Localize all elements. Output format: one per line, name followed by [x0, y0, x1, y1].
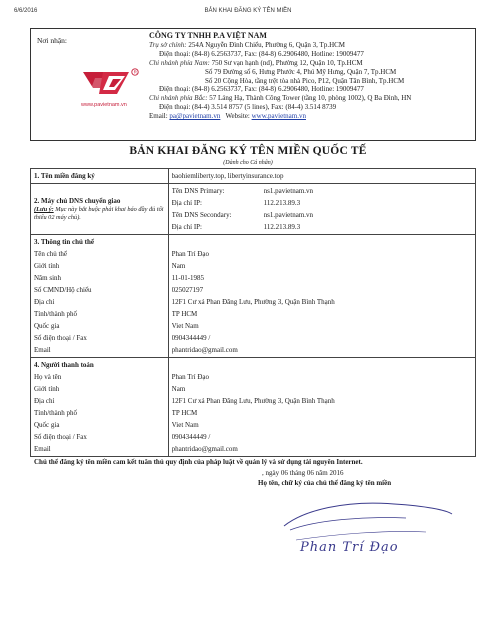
dns-ip1-label: Địa chỉ IP: [171, 199, 202, 207]
signature-name: Phan Trí Đạo [300, 540, 399, 555]
signature-label: Họ tên, chữ ký của chủ thể đăng ký tên miền [258, 479, 392, 487]
owner-value: Phan Trí Đạo [171, 250, 209, 258]
owner-label: Giới tính [34, 262, 60, 270]
svg-text:R: R [133, 69, 137, 75]
email-label: Email: [149, 112, 168, 121]
owner-label: Số điện thoại / Fax [34, 334, 87, 342]
payer-label: Tỉnh/thành phố [34, 409, 77, 417]
owner-label: Số CMND/Hộ chiếu [34, 286, 92, 294]
pa-vietnam-logo-icon [81, 64, 145, 104]
south-address-3: Số 20 Cộng Hòa, tầng trệt tòa nhà Pico, P12, Quận Tân Bình, Tp.HCM [205, 76, 405, 85]
owner-label: Quốc gia [34, 322, 60, 330]
north-phone: Điện thoại: (84-4) 3.514 8757 (5 lines), Fax: (84-4) 3.514 8739 [159, 103, 337, 112]
payer-value: Viet Nam [171, 421, 199, 429]
hq-address: 254A Nguyễn Đình Chiểu, Phường 6, Quận 3, Tp.HCM [188, 40, 346, 49]
dns-primary-value: ns1.pavietnam.vn [263, 187, 314, 195]
owner-spacer [172, 236, 472, 248]
form-title: BẢN KHAI ĐĂNG KÝ TÊN MIỀN QUỐC TẾ [129, 145, 367, 157]
domain-value: baohiemliberty.top, libertyinsurance.top [171, 172, 284, 180]
dns-note [34, 206, 165, 221]
logo-website-text: www.pavietnam.vn [81, 102, 127, 108]
payer-section [31, 358, 476, 457]
owner-section [31, 235, 476, 358]
owner-value: 11-01-1985 [171, 274, 205, 282]
dns-label: 2. Máy chủ DNS chuyển giao [34, 197, 121, 205]
registration-table [30, 168, 476, 457]
company-email-link[interactable]: pa@pavietnam.vn [169, 112, 221, 121]
company-info [149, 32, 471, 121]
owner-value: TP HCM [171, 310, 198, 318]
payer-value: phantridao@gmail.com [171, 445, 238, 453]
payer-value: TP HCM [171, 409, 198, 417]
south-branch-label: Chi nhánh phía Nam: [149, 58, 210, 67]
south-phone: Điện thoại: (84-8) 6.2563737, Fax: (84-8) 6.2906480, Hotline: 19009477 [159, 85, 364, 94]
payer-label: Giới tính [34, 385, 60, 393]
hq-label: Trụ sở chính: [149, 40, 187, 49]
payer-section-label: 4. Người thanh toán [34, 361, 94, 369]
owner-section-label: 3. Thông tin chủ thể [34, 238, 94, 246]
owner-label: Email [34, 346, 51, 354]
domain-label: 1. Tên miền đăng ký [34, 172, 95, 180]
company-name: CÔNG TY TNHH P.A VIỆT NAM [149, 31, 267, 40]
dns-ip1-value: 112.213.89.3 [263, 199, 301, 207]
form-subtitle: (Dành cho Cá nhân) [223, 160, 273, 166]
recipient-label: Nơi nhận: [37, 36, 68, 45]
dns-grid [172, 185, 472, 233]
dns-note-prefix: (Lưu ý: [34, 206, 54, 213]
owner-value: 025027197 [171, 286, 204, 294]
commitment-statement: Chủ thể đăng ký tên miền cam kết tuân thủ quy định của pháp luật về quản lý và sử dụng tài nguyên Internet. [34, 458, 363, 466]
owner-label: Năm sinh [34, 274, 62, 282]
north-branch-label: Chi nhánh phía Bắc: [149, 94, 208, 103]
payer-value: 0904344449 / [171, 433, 211, 441]
hq-phone: Điện thoại: (84-8) 6.2563737, Fax: (84-8) 6.2906480, Hotline: 19009477 [159, 49, 364, 58]
signature-date: , ngày 06 tháng 06 năm 2016 [262, 469, 344, 477]
recipient-box [30, 28, 476, 141]
owner-value: 0904344449 / [171, 334, 211, 342]
company-website-link[interactable]: www.pavietnam.vn [251, 112, 306, 121]
south-address-2: Số 79 Đường số 6, Hưng Phước 4, Phú Mỹ Hưng, Quận 7, Tp.HCM [205, 67, 397, 76]
north-address: 57 Láng Hạ, Thành Công Tower (tầng 10, phòng 1002), Q Ba Đình, HN [209, 94, 412, 103]
owner-value: Viet Nam [171, 322, 199, 330]
domain-row [31, 169, 476, 184]
print-date: 6/6/2016 [14, 8, 38, 14]
south-address-1: 750 Sư vạn hạnh (nd), Phường 12, Quận 10, Tp.HCM [211, 58, 363, 67]
owner-value: Nam [171, 262, 186, 270]
owner-label: Địa chỉ [34, 298, 55, 306]
payer-label: Họ và tên [34, 373, 62, 381]
owner-label: Tên chủ thể [34, 250, 68, 258]
dns-ip2-value: 112.213.89.3 [263, 223, 301, 231]
payer-value: 12F1 Cư xá Phan Đăng Lưu, Phường 3, Quận Bình Thạnh [171, 397, 335, 405]
dns-primary-label: Tên DNS Primary: [171, 187, 225, 195]
payer-value: Phan Trí Đạo [171, 373, 209, 381]
payer-label: Quốc gia [34, 421, 60, 429]
dns-secondary-value: ns1.pavietnam.vn [263, 211, 314, 219]
dns-row [31, 184, 476, 235]
payer-spacer [172, 359, 472, 371]
website-label: Website: [225, 112, 250, 121]
payer-value: Nam [171, 385, 186, 393]
owner-value: 12F1 Cư xá Phan Đăng Lưu, Phường 3, Quận Bình Thạnh [171, 298, 335, 306]
dns-secondary-label: Tên DNS Secondary: [171, 211, 232, 219]
owner-label: Tỉnh/thành phố [34, 310, 77, 318]
dns-ip2-label: Địa chỉ IP: [171, 223, 202, 231]
payer-label: Số điện thoại / Fax [34, 433, 87, 441]
payer-label: Email [34, 445, 51, 453]
dns-note-text: Mục này bắt buộc phải khai báo đầy đủ tối thiểu 02 máy chủ). [34, 206, 164, 221]
payer-label: Địa chỉ [34, 397, 55, 405]
owner-value: phantridao@gmail.com [171, 346, 238, 354]
print-header-title: BẢN KHAI ĐĂNG KÝ TÊN MIỀN [204, 8, 292, 14]
